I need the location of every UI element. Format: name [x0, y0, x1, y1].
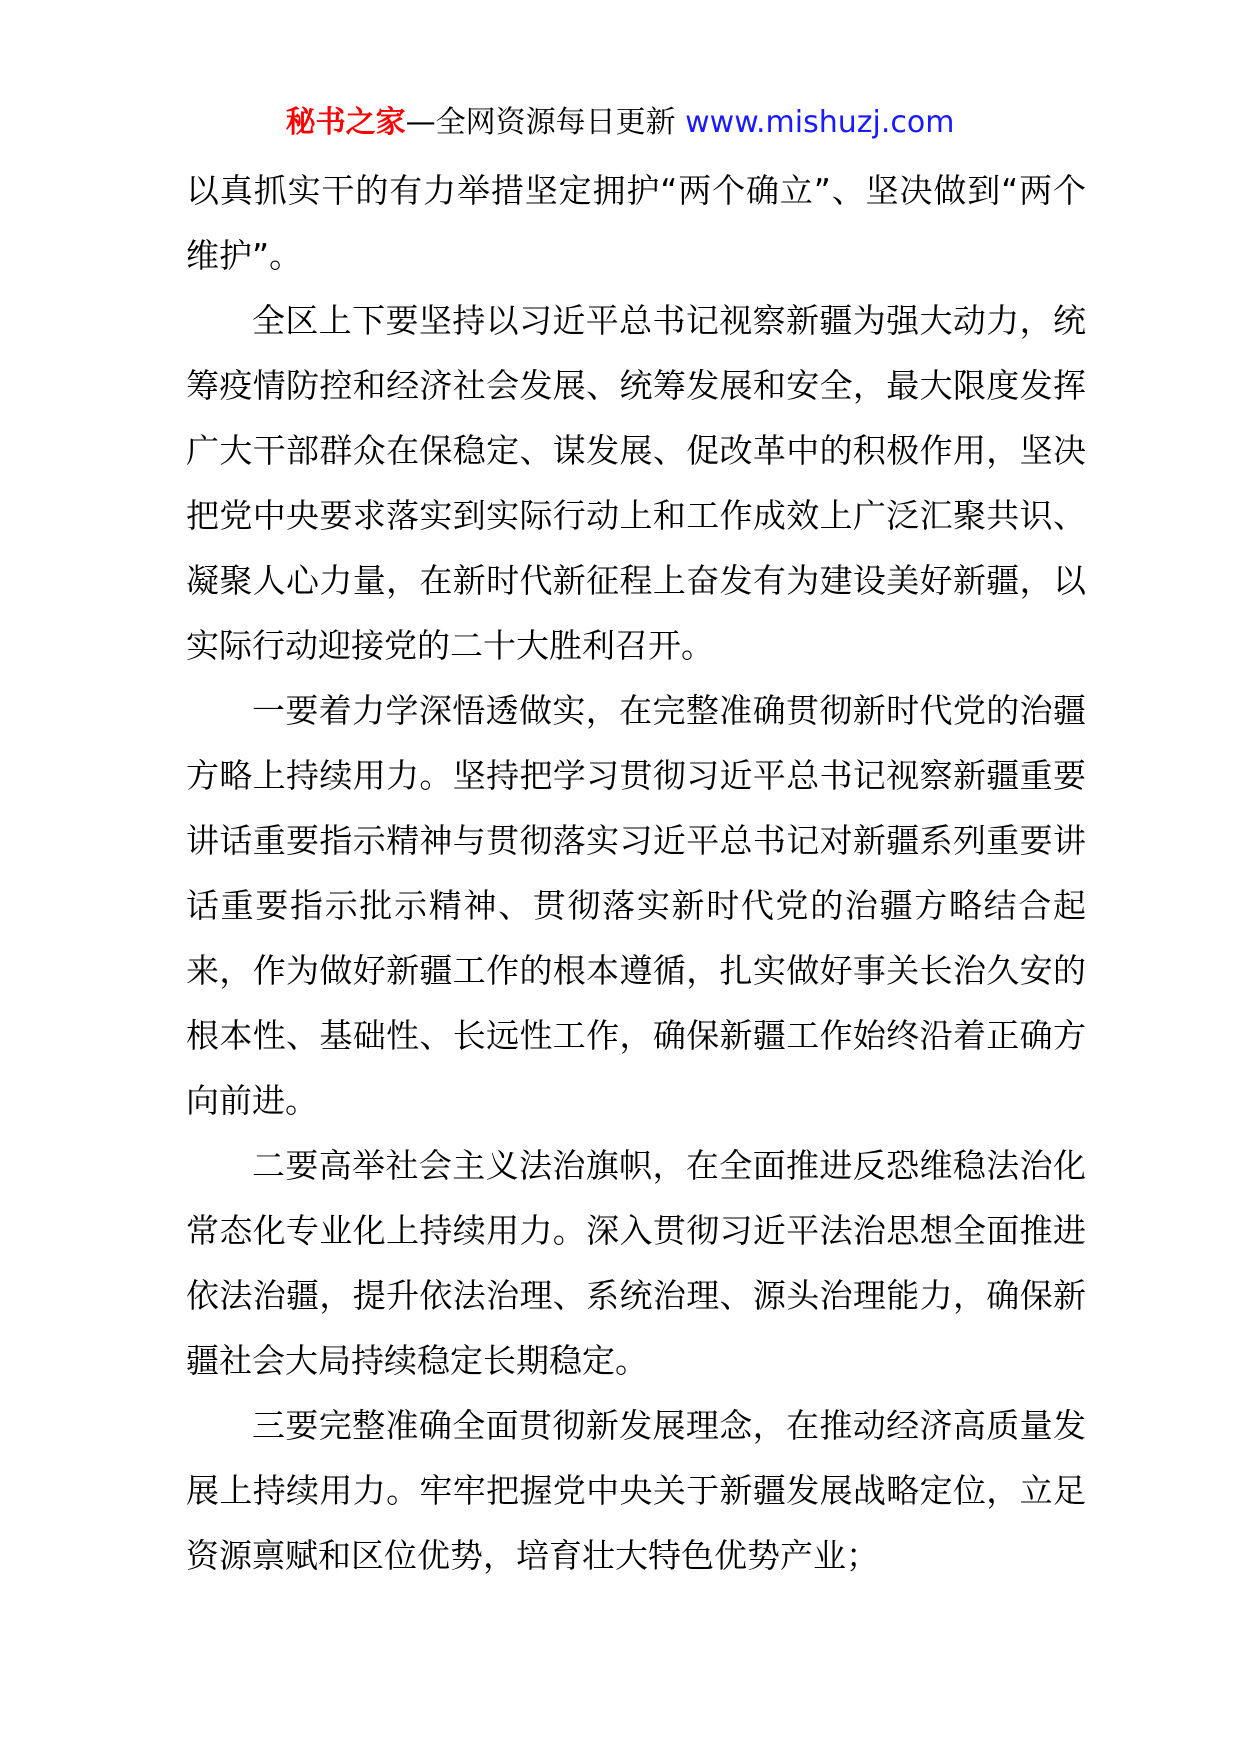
paragraph-3: 一要着力学深悟透做实，在完整准确贯彻新时代党的治疆方略上持续用力。坚持把学习贯彻习近平总书记视察新疆重要讲话重要指示精神与贯彻落实习近平总书记对新疆系列重要讲话重要指示批示精神、贯彻落实新时代党的治疆方略结合起来，作为做好新疆工作的根本遵循，扎实做好事关长治久安的根本性、基础性、长远性工作，确保新疆工作始终沿着正确方向前进。 [186, 691, 1086, 1120]
site-header [0, 100, 1240, 146]
paragraph-2: 全区上下要坚持以习近平总书记视察新疆为强大动力，统筹疫情防控和经济社会发展、统筹发展和安全，最大限度发挥广大干部群众在保稳定、谋发展、促改革中的积极作用，坚决把党中央要求落实到实际行动上和工作成效上广泛汇聚共识、凝聚人心力量，在新时代新征程上奋发有为建设美好新疆，以实际行动迎接党的二十大胜利召开。 [186, 301, 1086, 665]
paragraph-1: 以真抓实干的有力举措坚定拥护“两个确立”、坚决做到“两个维护”。 [186, 171, 1086, 275]
site-tagline: —全网资源每日更新 [405, 105, 686, 140]
document-body [186, 158, 1086, 1588]
paragraph-5: 三要完整准确全面贯彻新发展理念，在推动经济高质量发展上持续用力。牢牢把握党中央关于新疆发展战略定位，立足资源禀赋和区位优势，培育壮大特色优势产业； [186, 1406, 1086, 1575]
site-brand: 秘书之家 [285, 105, 406, 140]
paragraph-4: 二要高举社会主义法治旗帜，在全面推进反恐维稳法治化常态化专业化上持续用力。深入贯彻习近平法治思想全面推进依法治疆，提升依法治理、系统治理、源头治理能力，确保新疆社会大局持续稳定长期稳定。 [186, 1146, 1086, 1380]
site-url[interactable]: www.mishuzj.com [685, 105, 955, 140]
